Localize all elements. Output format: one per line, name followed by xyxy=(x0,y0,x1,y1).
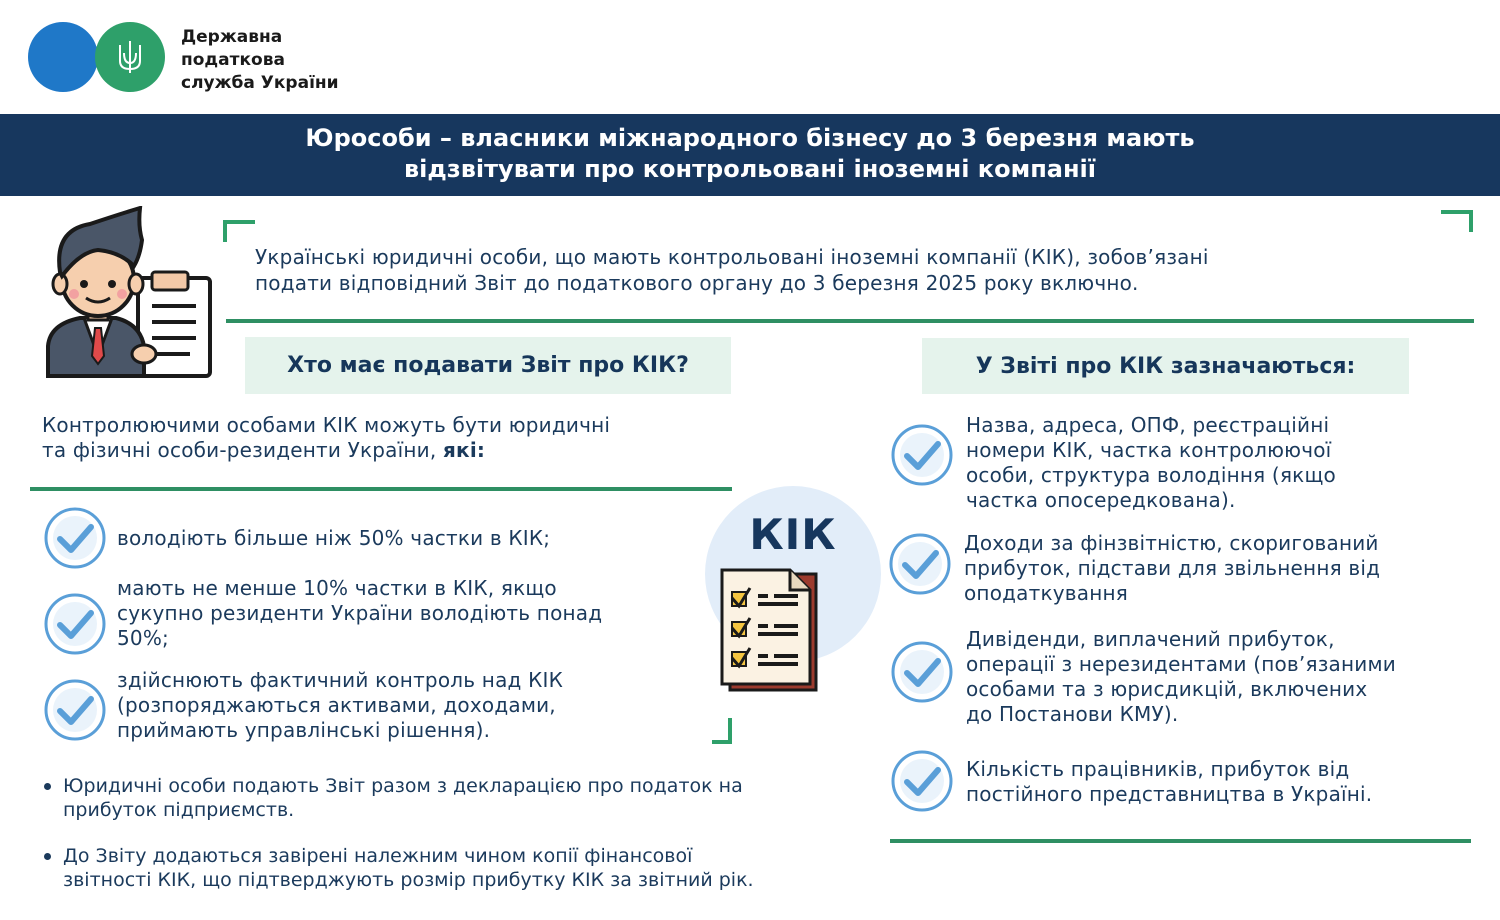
criteria-line: сукупно резиденти України володіють понад xyxy=(117,601,603,625)
org-name-line: податкова xyxy=(181,50,285,70)
title-line: Юрособи – власники міжнародного бізнесу до 3 березня мають xyxy=(305,124,1195,152)
check-circle-icon xyxy=(44,593,106,655)
logo-green-circle xyxy=(95,22,165,92)
criteria-line: здійснюють фактичний контроль над КІК xyxy=(117,668,564,692)
intro-line: подати відповідний Звіт до податкового органу до 3 березня 2025 року включно. xyxy=(255,271,1139,295)
criteria-item xyxy=(117,576,697,651)
left-heading: Хто має подавати Звіт про КІК? xyxy=(245,337,731,394)
report-line: частка опосередкована). xyxy=(966,488,1236,512)
report-line: Доходи за фінзвітністю, скоригований xyxy=(964,531,1379,555)
businessman-illustration xyxy=(40,206,218,380)
note-line: звітності КІК, що підтверджують розмір прибутку КІК за звітний рік. xyxy=(63,869,754,891)
check-circle-icon xyxy=(44,679,106,741)
note-list xyxy=(42,844,902,892)
report-item xyxy=(966,627,1486,727)
kik-label: КІК xyxy=(749,510,837,559)
check-circle-icon xyxy=(891,750,953,812)
intro-line: Українські юридичні особи, що мають контрольовані іноземні компанії (КІК), зобов’язані xyxy=(255,245,1209,269)
divider xyxy=(30,487,732,491)
corner-bracket xyxy=(1441,210,1473,232)
report-item xyxy=(966,413,1486,513)
title-line: відзвітувати про контрольовані іноземні компанії xyxy=(403,155,1096,183)
report-line: Кількість працівників, прибуток від xyxy=(966,757,1350,781)
report-line: особи, структура володіння (якщо xyxy=(966,463,1336,487)
report-line: оподаткування xyxy=(964,581,1129,605)
criteria-line: мають не менше 10% частки в КІК, якщо xyxy=(117,576,557,600)
report-line: особами та з юрисдикцій, включених xyxy=(966,677,1368,701)
left-lead xyxy=(42,413,732,463)
intro-text xyxy=(255,244,1435,296)
lead-bold: які: xyxy=(443,438,486,462)
criteria-item xyxy=(117,526,697,551)
right-heading: У Звіті про КІК зазначаються: xyxy=(922,338,1409,394)
report-line: операції з нерезидентами (пов’язаними xyxy=(966,652,1396,676)
criteria-line: приймають управлінські рішення). xyxy=(117,718,491,742)
divider xyxy=(226,319,1474,323)
report-line: постійного представництва в Україні. xyxy=(966,782,1373,806)
check-circle-icon xyxy=(889,533,951,595)
org-name-line: Державна xyxy=(181,27,283,47)
report-line: прибуток, підстави для звільнення від xyxy=(964,556,1381,580)
note-item xyxy=(42,774,902,822)
check-circle-icon xyxy=(891,641,953,703)
trident-icon xyxy=(117,39,143,75)
checklist-icon xyxy=(718,566,822,694)
report-line: Назва, адреса, ОПФ, реєстраційні xyxy=(966,413,1330,437)
criteria-line: (розпоряджаються активами, доходами, xyxy=(117,693,556,717)
organization-name xyxy=(181,26,339,95)
report-item xyxy=(964,531,1484,606)
corner-bracket xyxy=(223,220,255,242)
report-item xyxy=(966,757,1486,807)
criteria-line: володіють більше ніж 50% частки в КІК; xyxy=(117,526,551,550)
note-item xyxy=(42,844,902,892)
report-line: до Постанови КМУ). xyxy=(966,702,1179,726)
lead-line xyxy=(42,438,732,463)
logo-blue-circle xyxy=(28,22,98,92)
lead-line-text: та фізичні особи-резиденти України, xyxy=(42,438,437,462)
note-list xyxy=(42,774,902,822)
note-line: прибуток підприємств. xyxy=(63,799,295,821)
divider xyxy=(890,839,1471,843)
check-circle-icon xyxy=(44,507,106,569)
title-banner xyxy=(0,114,1500,196)
report-line: номери КІК, частка контролюючої xyxy=(966,438,1332,462)
check-circle-icon xyxy=(891,424,953,486)
corner-bracket xyxy=(712,718,732,744)
report-line: Дивіденди, виплачений прибуток, xyxy=(966,627,1335,651)
criteria-line: 50%; xyxy=(117,626,169,650)
note-line: До Звіту додаються завірені належним чином копії фінансової xyxy=(63,845,693,867)
org-name-line: служба України xyxy=(181,73,339,93)
note-line: Юридичні особи подають Звіт разом з декларацією про податок на xyxy=(63,775,743,797)
lead-line: Контролюючими особами КІК можуть бути юридичні xyxy=(42,413,611,437)
criteria-item xyxy=(117,668,697,743)
